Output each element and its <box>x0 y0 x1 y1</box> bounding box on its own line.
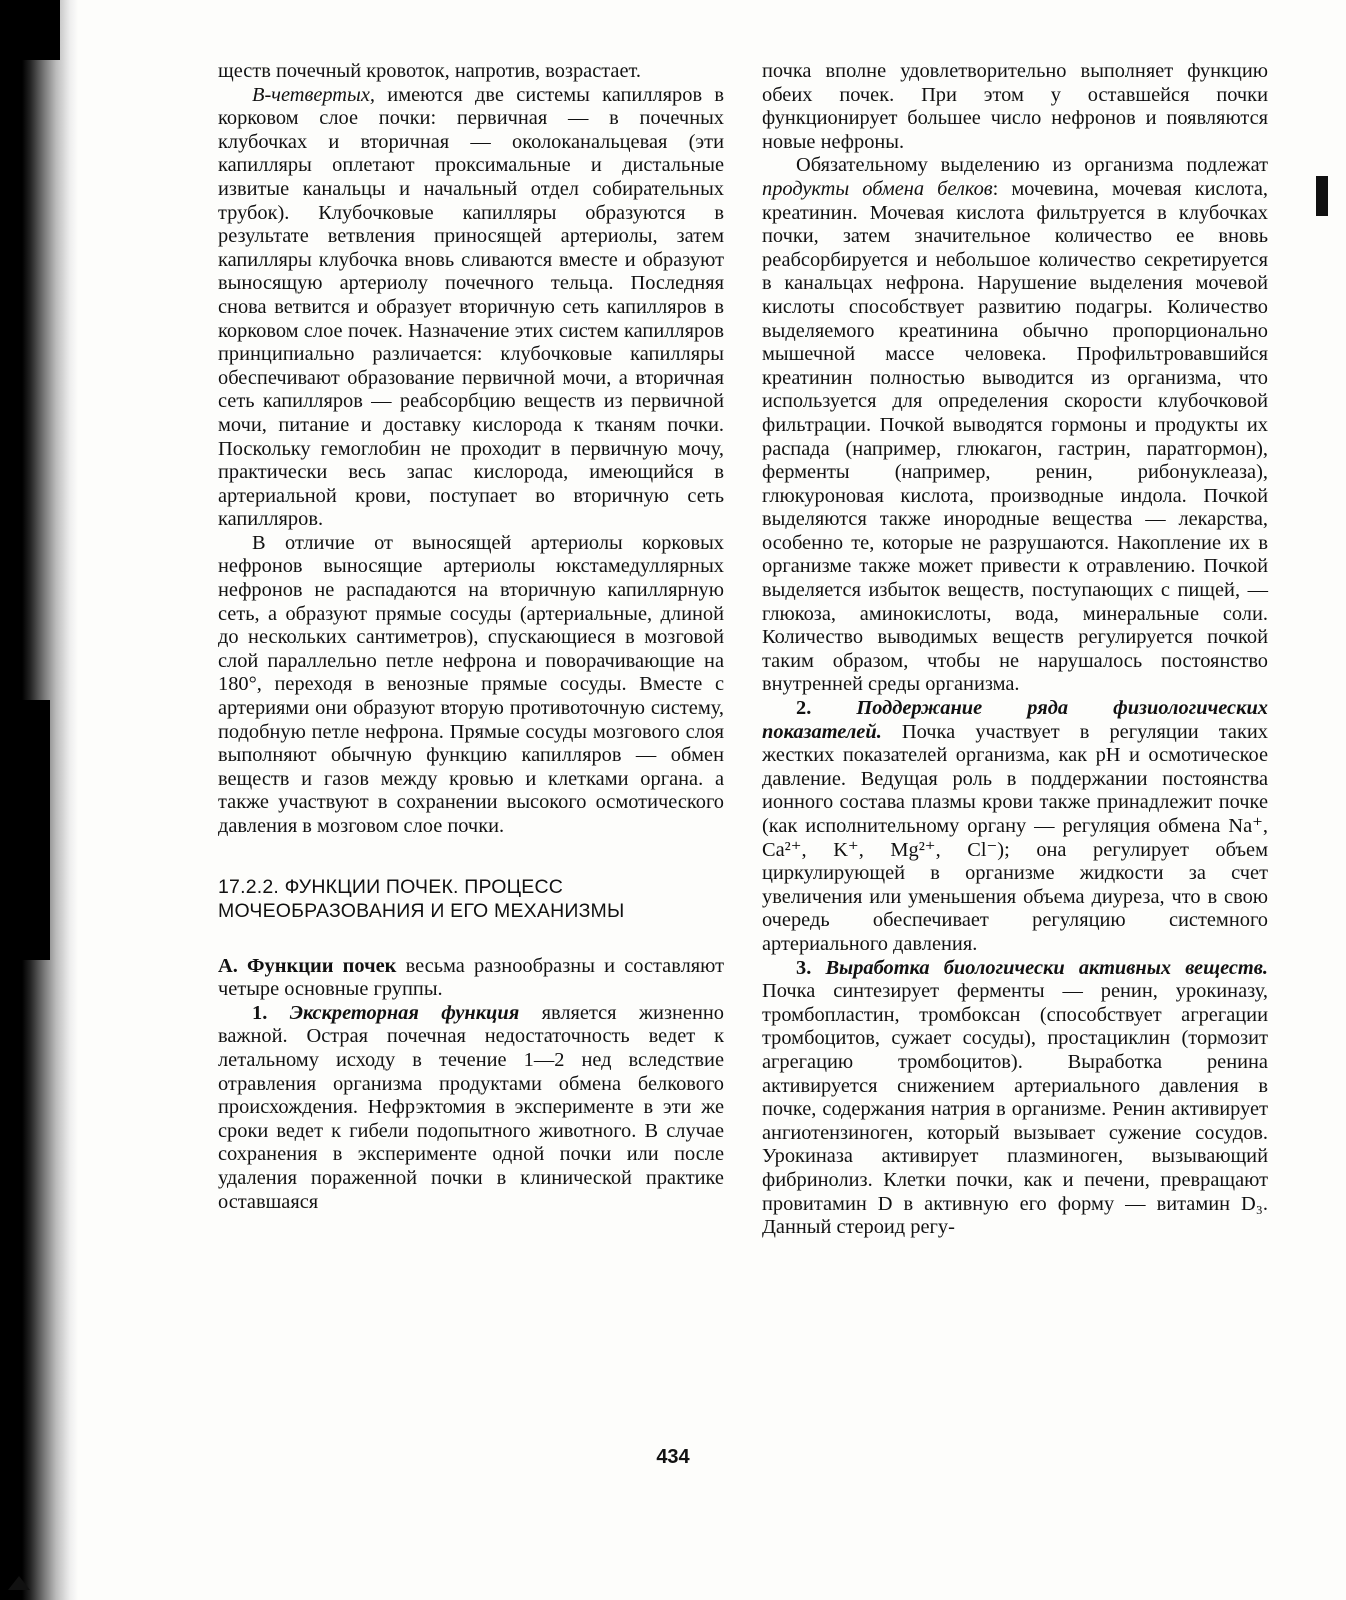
scan-streak <box>0 0 60 60</box>
right-p2-pre: Обязательному выделению из организма подлежат <box>796 154 1268 177</box>
left-paragraph-4 <box>218 955 724 1002</box>
page-number: 434 <box>656 1446 690 1468</box>
section-heading-line-2: МОЧЕОБРАЗОВАНИЯ И ЕГО МЕХАНИЗМЫ <box>218 899 625 922</box>
right-p2-text: : мочевина, мочевая кислота, креатинин. Мочевая кислота фильтруется в клубочках почки, затем значительное количество ее вновь реабсорбируется и небольшое количество секретируется в канальцах нефрона. Нарушение выделения мочевой кислоты способствует развитию подагры. Количество выделяемого креатинина обычно пропорционально мышечной массе человека. Профильтровавшийся креатинин полностью выводится из организма, что используется для определения скорости клубочковой фильтрации. Почкой выводятся гормоны и продукты их распада (например, глюкагон, гастрин, паратгормон), ферменты (например, ренин, рибонуклеаза), глюкуроновая кислота, производные индола. Почкой выделяются также инородные вещества — лекарства, особенно те, которые не разрушаются. Накопление их в организме также может привести к отравлению. Почкой выделяется избыток веществ, поступающих с пищей, — глюкоза, аминокислоты, вода, минеральные соли. Количество выводимых веществ регулируется почкой таким образом, чтобы не нарушалось постоянство внутренней среды организма. <box>762 177 1268 696</box>
right-p4-num: 3. <box>796 956 812 979</box>
right-p3-num: 2. <box>796 697 812 720</box>
left-paragraph-3: В отличие от выносящей артериолы корковых нефронов выносящие артериолы юкстамедуллярных нефронов не распадаются на вторичную капиллярную сеть, а образуют прямые сосуды (артериальные, длиной до нескольких сантиметров), спускающиеся в мозговой слой параллельно петле нефрона и поворачивающие на 180°, переходя в венозные прямые сосуды. Вместе с артериями они образуют вторую противоточную систему, подобную петле нефрона. Прямые сосуды мозгового слоя выполняют обычную функцию капилляров — обмен веществ и газов между кровью и клетками органа. а также участвуют в сохранении высокого осмотического давления в мозговом слое почки. <box>218 531 724 837</box>
left-paragraph-1: ществ почечный кровоток, напротив, возрастает. <box>218 60 641 82</box>
right-p4-lead: Выработка биологически активных веществ. <box>825 956 1268 979</box>
section-heading-line-1: 17.2.2. ФУНКЦИИ ПОЧЕК. ПРОЦЕСС <box>218 875 564 898</box>
right-paragraph-1: почка вполне удовлетворительно выполняет функцию обеих почек. При этом у оставшейся почки функционирует большее число нефронов и появляются новые нефроны. <box>762 60 1268 153</box>
left-p4-lead: А. Функции почек <box>218 954 397 977</box>
right-p3-text-a: Почка участвует в регуляции таких жестких показателей организма, как рН и осмотическое давление. Ведущая роль в поддержании постоянства ионного состава плазмы крови также принадлежит почке (как исполнительному органу — регуляция обмена <box>762 720 1268 837</box>
scan-streak <box>0 700 50 960</box>
right-p3-lead: Поддержание ряда физиологических показателей. <box>762 697 1268 743</box>
left-p2-lead: В-четвертых, <box>252 83 375 106</box>
right-p2-italic: продукты обмена белков <box>762 177 993 200</box>
margin-mark <box>1316 176 1328 216</box>
right-paragraph-3 <box>762 697 1268 957</box>
left-paragraph-5 <box>218 1002 724 1214</box>
left-p5-lead: Экскреторная функция <box>289 1001 520 1024</box>
section-heading <box>218 875 724 923</box>
left-p5-num: 1. <box>252 1001 268 1024</box>
right-paragraph-4 <box>762 957 1268 1240</box>
right-p4-text: Почка синтезирует ферменты — ренин, урокиназу, тромбопластин, тромбоксан (способствует агрегации тромбоцитов, сужает сосуды), простациклин (тормозит агрегацию тромбоцитов). Выработка ренина активируется снижением артериального давления в почке, содержания натрия в организме. Ренин активирует ангиотензиноген, который вызывает сужение сосудов. Урокиназа активирует плазминоген, вызывающий фибринолиз. Клетки почки, как и печени, превращают провитамин D в активную его форму — витамин D₃. Данный стероид регу- <box>762 980 1268 1239</box>
right-paragraph-2 <box>762 154 1268 697</box>
right-column <box>762 60 1268 1240</box>
right-p3-text-b: ); она регулирует объем циркулирующей в организме жидкости за счет увеличения или уменьшения объема диуреза, что в свою очередь обеспечивает регуляцию системного артериального давления. <box>762 838 1268 955</box>
left-p4-text: весьма разнообразны и составляют четыре основные группы. <box>218 954 725 1001</box>
right-p3-ions: Na⁺, Ca²⁺, K⁺, Mg²⁺, Cl⁻ <box>762 815 1268 861</box>
left-p2-text: имеются две системы капилляров в корковом слое почки: первичная — в почечных клубочках и вторичная — околоканальцевая (эти капилляры оплетают проксимальные и дистальные извитые канальцы и начальный отдел собирательных трубок). Клубочковые капилляры образуются в результате ветвления приносящей артериолы, затем капилляры клубочка вновь сливаются вместе и образуют выносящую артериолу почечного тельца. Последняя снова ветвится и образует вторичную сеть капилляров в корковом слое почек. Назначение этих систем капилляров принципиально различается: клубочковые капилляры обеспечивают образование первичной мочи, а вторичная сеть капилляров — реабсорбцию веществ из первичной мочи, питание и доставку кислорода к тканям почки. Поскольку гемоглобин не проходит в первичную мочу, практически весь запас кислорода, имеющийся в артериальной крови, поступает во вторичную сеть капилляров. <box>218 83 724 531</box>
left-paragraph-2 <box>218 84 724 532</box>
left-column <box>218 60 724 1214</box>
left-p5-text: является жизненно важной. Острая почечная недостаточность ведет к летальному исходу в течение 1—2 нед вследствие отравления организма продуктами обмена белкового происхождения. Нефрэктомия в эксперименте в эти же сроки ведет к гибели подопытного животного. В случае сохранения в эксперименте одной почки или после удаления пораженной почки в клинической практике оставшаяся <box>218 1001 724 1213</box>
